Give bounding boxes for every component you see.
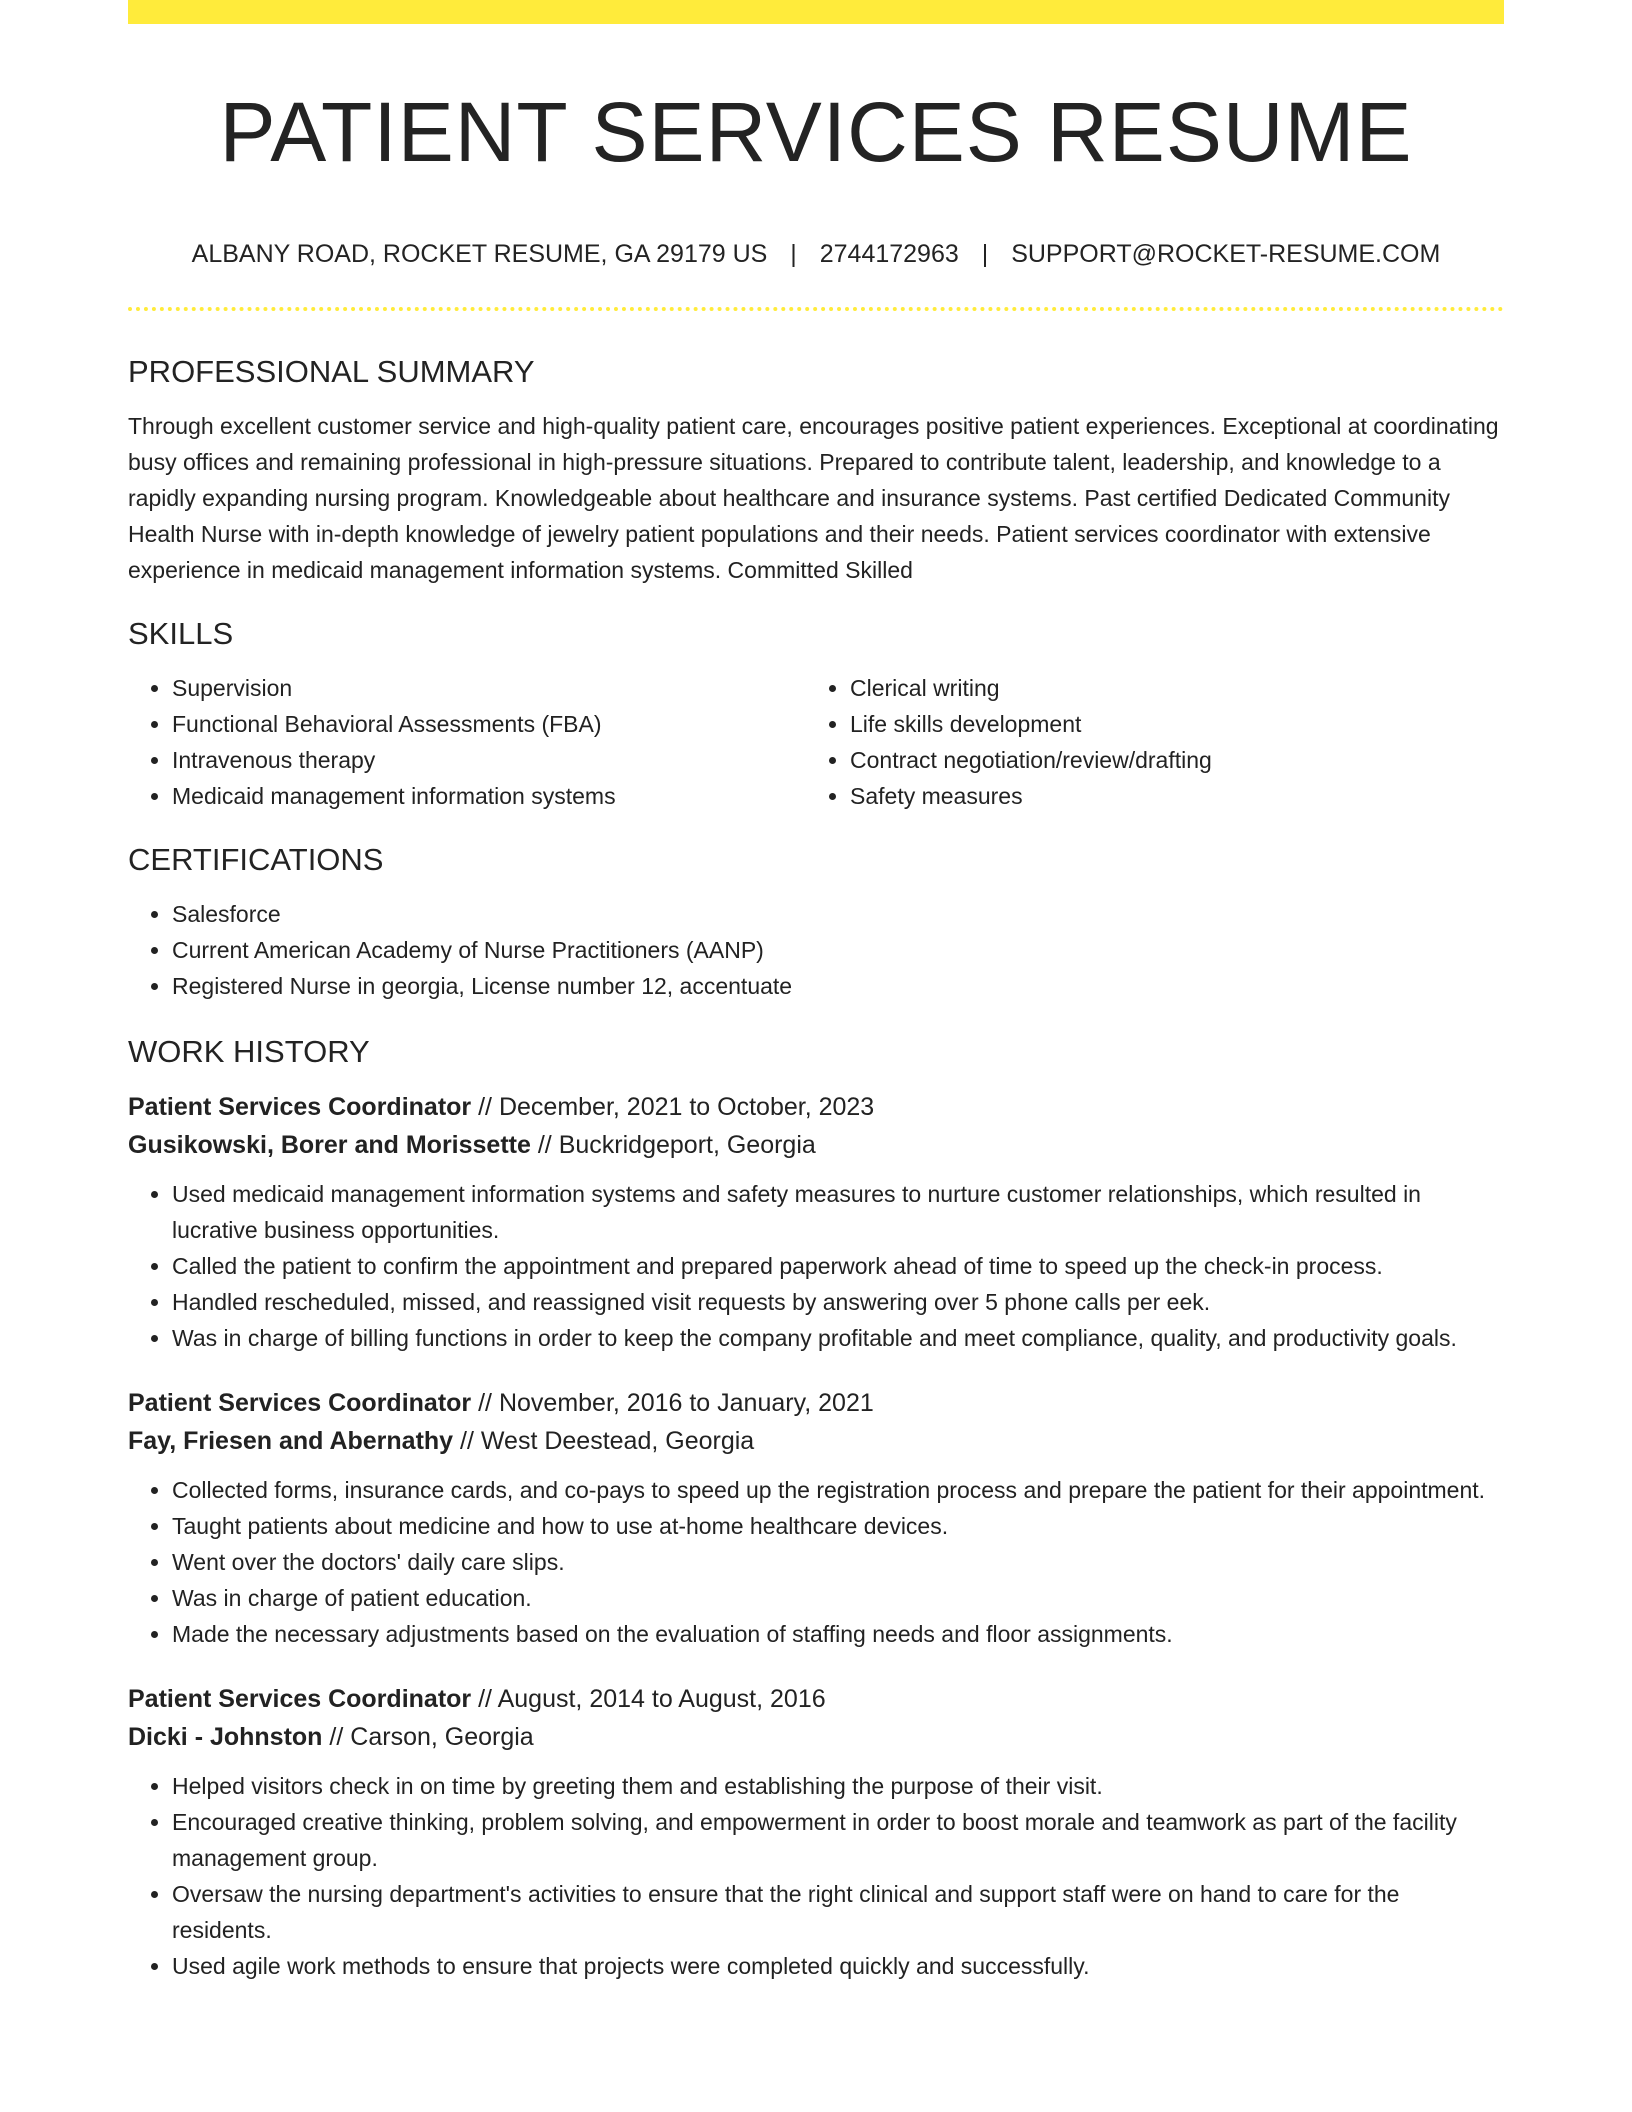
job-bullet: • Collected forms, insurance cards, and co-pays to speed up the registration process and prepare the patient for their appointment. — [172, 1472, 1504, 1508]
skill-item: • Safety measures — [850, 778, 1504, 814]
job-bullet: • Made the necessary adjustments based on the evaluation of staffing needs and floor assignments. — [172, 1616, 1504, 1652]
contact-phone: 2744172963 — [819, 240, 959, 268]
job-title: Patient Services Coordinator — [128, 1093, 472, 1121]
certifications-list — [128, 896, 1504, 1004]
skill-item: • Medicaid management information systems — [172, 778, 806, 814]
section-title-certifications: CERTIFICATIONS — [128, 842, 384, 877]
job-title: Patient Services Coordinator — [128, 1685, 472, 1713]
job-bullets — [128, 1768, 1504, 1984]
page-title: PATIENT SERVICES RESUME — [219, 85, 1413, 179]
job-bullet: • Oversaw the nursing department's activities to ensure that the right clinical and support staff were on hand to care for the residents. — [172, 1876, 1504, 1948]
contact-address: ALBANY ROAD, ROCKET RESUME, GA 29179 US — [191, 240, 768, 268]
company-separator: // — [460, 1427, 474, 1455]
company-location: West Deestead, Georgia — [480, 1427, 755, 1455]
company-line — [128, 1718, 1504, 1756]
company-location: Carson, Georgia — [350, 1723, 534, 1751]
work-history-section — [128, 1032, 1504, 1984]
accent-bar — [128, 0, 1504, 24]
skill-item: • Contract negotiation/review/drafting — [850, 742, 1504, 778]
dotted-divider — [128, 307, 1504, 311]
job-title-line — [128, 1088, 1504, 1126]
contact-separator: | — [790, 240, 797, 268]
summary-text: Through excellent customer service and high-quality patient care, encourages positive patient experiences. Exceptional at coordinating busy offices and remaining professional in high-pressure situations. Prepared to contribute talent, leadership, and knowledge to a rapidly expanding nursing program. Knowledgeable about healthcare and insurance systems. Past certified Dedicated Community Health Nurse with in-depth knowledge of jewelry patient populations and their needs. Patient services coordinator with extensive experience in medicaid management information systems. Committed Skilled — [128, 413, 1499, 583]
skill-item: • Clerical writing — [850, 670, 1504, 706]
job-dates: August, 2014 to August, 2016 — [497, 1685, 826, 1713]
job-title-line — [128, 1680, 1504, 1718]
skill-item: • Functional Behavioral Assessments (FBA) — [172, 706, 806, 742]
skills-grid — [128, 670, 1504, 814]
company-separator: // — [537, 1131, 552, 1159]
skills-section — [128, 614, 1504, 814]
job-bullet: • Used medicaid management information systems and safety measures to nurture customer relationships, which resulted in lucrative business opportunities. — [172, 1176, 1504, 1248]
section-title-skills: SKILLS — [128, 616, 234, 651]
skills-left-list — [128, 670, 806, 814]
job-bullets — [128, 1176, 1504, 1356]
company-name: Gusikowski, Borer and Morissette — [128, 1131, 531, 1159]
certifications-section — [128, 840, 1504, 1004]
job-bullet: • Helped visitors check in on time by greeting them and establishing the purpose of their visit. — [172, 1768, 1504, 1804]
job-bullet: • Taught patients about medicine and how to use at-home healthcare devices. — [172, 1508, 1504, 1544]
skill-item: • Supervision — [172, 670, 806, 706]
company-location: Buckridgeport, Georgia — [558, 1131, 816, 1159]
skill-item: • Life skills development — [850, 706, 1504, 742]
job-title-line — [128, 1384, 1504, 1422]
company-line — [128, 1126, 1504, 1164]
certification-item: • Current American Academy of Nurse Practitioners (AANP) — [172, 932, 1504, 968]
section-title-work-history: WORK HISTORY — [128, 1034, 370, 1069]
job-bullet: • Used agile work methods to ensure that projects were completed quickly and successfully. — [172, 1948, 1504, 1984]
job-bullet: • Called the patient to confirm the appointment and prepared paperwork ahead of time to speed up the check-in process. — [172, 1248, 1504, 1284]
certification-item: • Salesforce — [172, 896, 1504, 932]
job-title: Patient Services Coordinator — [128, 1389, 472, 1417]
job-bullet: • Went over the doctors' daily care slips. — [172, 1544, 1504, 1580]
work-entry — [128, 1088, 1504, 1356]
certification-item: • Registered Nurse in georgia, License number 12, accentuate — [172, 968, 1504, 1004]
job-bullet: • Encouraged creative thinking, problem solving, and empowerment in order to boost morale and teamwork as part of the facility management group. — [172, 1804, 1504, 1876]
job-bullets — [128, 1472, 1504, 1652]
company-line — [128, 1422, 1504, 1460]
professional-summary-section — [128, 352, 1504, 588]
job-dates: December, 2021 to October, 2023 — [498, 1093, 875, 1121]
job-separator: // — [478, 1093, 493, 1121]
section-title-summary: PROFESSIONAL SUMMARY — [128, 354, 535, 389]
company-name: Dicki - Johnston — [128, 1723, 323, 1751]
company-separator: // — [329, 1723, 344, 1751]
work-entry — [128, 1680, 1504, 1984]
job-separator: // — [478, 1685, 493, 1713]
job-dates: November, 2016 to January, 2021 — [498, 1389, 874, 1417]
contact-line — [128, 236, 1504, 272]
contact-separator: | — [981, 240, 989, 268]
contact-email: SUPPORT@ROCKET-RESUME.COM — [1011, 240, 1441, 268]
resume-content — [128, 352, 1504, 2012]
job-bullet: • Handled rescheduled, missed, and reassigned visit requests by answering over 5 phone calls per eek. — [172, 1284, 1504, 1320]
job-bullet: • Was in charge of patient education. — [172, 1580, 1504, 1616]
skills-right-list — [806, 670, 1504, 814]
job-bullet: • Was in charge of billing functions in order to keep the company profitable and meet compliance, quality, and productivity goals. — [172, 1320, 1504, 1356]
company-name: Fay, Friesen and Abernathy — [128, 1427, 454, 1455]
skill-item: • Intravenous therapy — [172, 742, 806, 778]
job-separator: // — [478, 1389, 493, 1417]
work-entry — [128, 1384, 1504, 1652]
